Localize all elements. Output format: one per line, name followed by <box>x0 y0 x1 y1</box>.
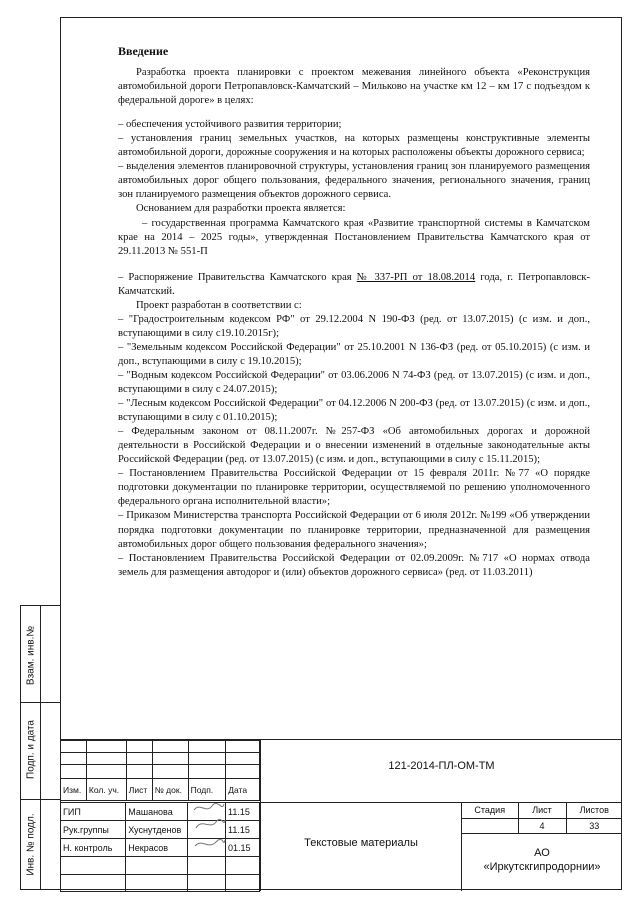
side-label-inv: Инв. № подл. <box>25 813 37 876</box>
name-khusnutdenov: Хуснутденов <box>126 821 188 839</box>
sheet-label: Лист <box>518 803 566 818</box>
document-body <box>118 44 590 580</box>
header-podp: Подп. <box>188 779 226 801</box>
date-3: 01.15 <box>226 839 260 857</box>
goal-item: – выделения элементов планировочной структуры, установления границ зон планируемого размещения автомобильных дорог общего пользования, федерального значения, регионального значения, границ зон планируемого размещения объектов дорожного сервиса. <box>118 161 590 201</box>
basis-intro: Основанием для разработки проекта является: <box>136 203 346 215</box>
stage-label: Стадия <box>462 803 518 818</box>
header-doc: № док. <box>152 779 188 801</box>
law-item: – "Земельным кодексом Российской Федерации" от 25.10.2001 N 136-ФЗ (ред. от 05.10.2015) (с изм. и доп., вступающими в силу с 19.10.2015); <box>118 341 590 367</box>
law-item: – "Лесным кодексом Российской Федерации" от 04.12.2006 N 200-ФЗ (ред. от 13.07.2015) (с изм. и доп., вступающими в силу с 01.10.2015); <box>118 398 590 424</box>
basis-text: – Распоряжение Правительства Камчатского края <box>118 271 357 283</box>
role-gip: ГИП <box>61 803 126 821</box>
name-nekrasov: Некрасов <box>126 839 188 857</box>
header-izm: Изм. <box>61 779 87 801</box>
header-kol: Кол. уч. <box>86 779 126 801</box>
goal-item: – обеспечения устойчивого развития территории; <box>118 119 342 131</box>
sheets-label: Листов <box>566 803 622 818</box>
basis-item <box>118 271 590 299</box>
org-name-line1: АО <box>534 847 550 859</box>
law-item: – Постановлением Правительства Российской Федерации от 15 февраля 2011г. №77 «О порядке подготовки документации по планировке территории, осуществляемой по решению уполномоченного федерального органа исполнительной власти»; <box>118 468 590 508</box>
law-item: – Постановлением Правительства Российской Федерации от 02.09.2009г. №717 «О нормах отвода земель для размещения автодорог и (или) объектов дорожного сервиса» (ред. от 11.03.2011) <box>118 552 590 578</box>
sheet-number: 4 <box>518 818 566 833</box>
sheets-count: 33 <box>566 818 622 833</box>
signature-marks <box>190 800 228 856</box>
law-item: – "Водным кодексом Российской Федерации" от 03.06.2006 N 74-ФЗ (ред. от 13.07.2015) (с изм. и доп., вступающими в силу с 24.07.2015); <box>118 369 590 396</box>
law-item: – "Градостроительным кодексом РФ" от 29.12.2004 N 190-ФЗ (ред. от 13.07.2015) (с изм. и доп., вступающими в силу с19.10.2015г); <box>118 313 590 339</box>
basis-text: года, г. Петропавловск-Камчатский. <box>118 271 590 297</box>
basis-item: – государственная программа Камчатского края «Развитие транспортной системы в Камчатском крае на 2014 – 2025 годы», утвержденная Постановлением Правительства Камчатского края от 29.11.2013 № 551-П <box>118 217 590 257</box>
role-control: Н. контроль <box>61 839 126 857</box>
goal-item: – установления границ земельных участков, на которых размещены конструктивные элементы автомобильной дороги, дорожные сооружения и на которых расположены объекты дорожного сервиса; <box>118 133 590 159</box>
intro-paragraph: Разработка проекта планировки с проектом межевания линейного объекта «Реконструкция автомобильной дороги Петропавловск-Камчатский – Мильково на участке км 12 – км 17 с подъездом к федеральной дороге» в целях: <box>118 67 590 107</box>
date-1: 11.15 <box>226 803 260 821</box>
name-mashanova: Машанова <box>126 803 188 821</box>
section-heading: Введение <box>118 44 169 58</box>
side-label-podp: Подп. и дата <box>25 720 37 779</box>
header-date: Дата <box>226 779 260 801</box>
org-name-line2: «Иркутскгипродорнии» <box>483 861 601 873</box>
order-number: № 337-РП от 18.08.2014 <box>356 271 476 283</box>
side-stamp <box>20 605 60 890</box>
developed-intro: Проект разработан в соответствии с: <box>136 299 302 311</box>
side-label-vzam: Взам. инв.№ <box>25 625 37 686</box>
sheet-title: Текстовые материалы <box>304 837 418 849</box>
document-code: 121-2014-ПЛ-ОМ-ТМ <box>388 760 495 772</box>
title-block <box>60 739 622 890</box>
law-item: – Федеральным законом от 08.11.2007г. №257-ФЗ «Об автомобильных дорогах и дорожной деятельности в Российской Федерации и о внесении изменений в отдельные законодательные акты Российской Федерации (ред. от 13.07.2015) (с изм. и доп., вступающими в силу с 15.11.2015); <box>118 426 590 466</box>
role-group: Рук.группы <box>61 821 126 839</box>
law-item: – Приказом Министерства транспорта Российской Федерации от 6 июля 2012г. №199 «Об утверждении порядка подготовки документации по планировке территории, предназначенной для размещения автомобильных дорог общего пользования федерального значения»; <box>118 510 590 550</box>
stage-value <box>462 818 518 833</box>
header-list: Лист <box>126 779 152 801</box>
date-2: 11.15 <box>226 821 260 839</box>
